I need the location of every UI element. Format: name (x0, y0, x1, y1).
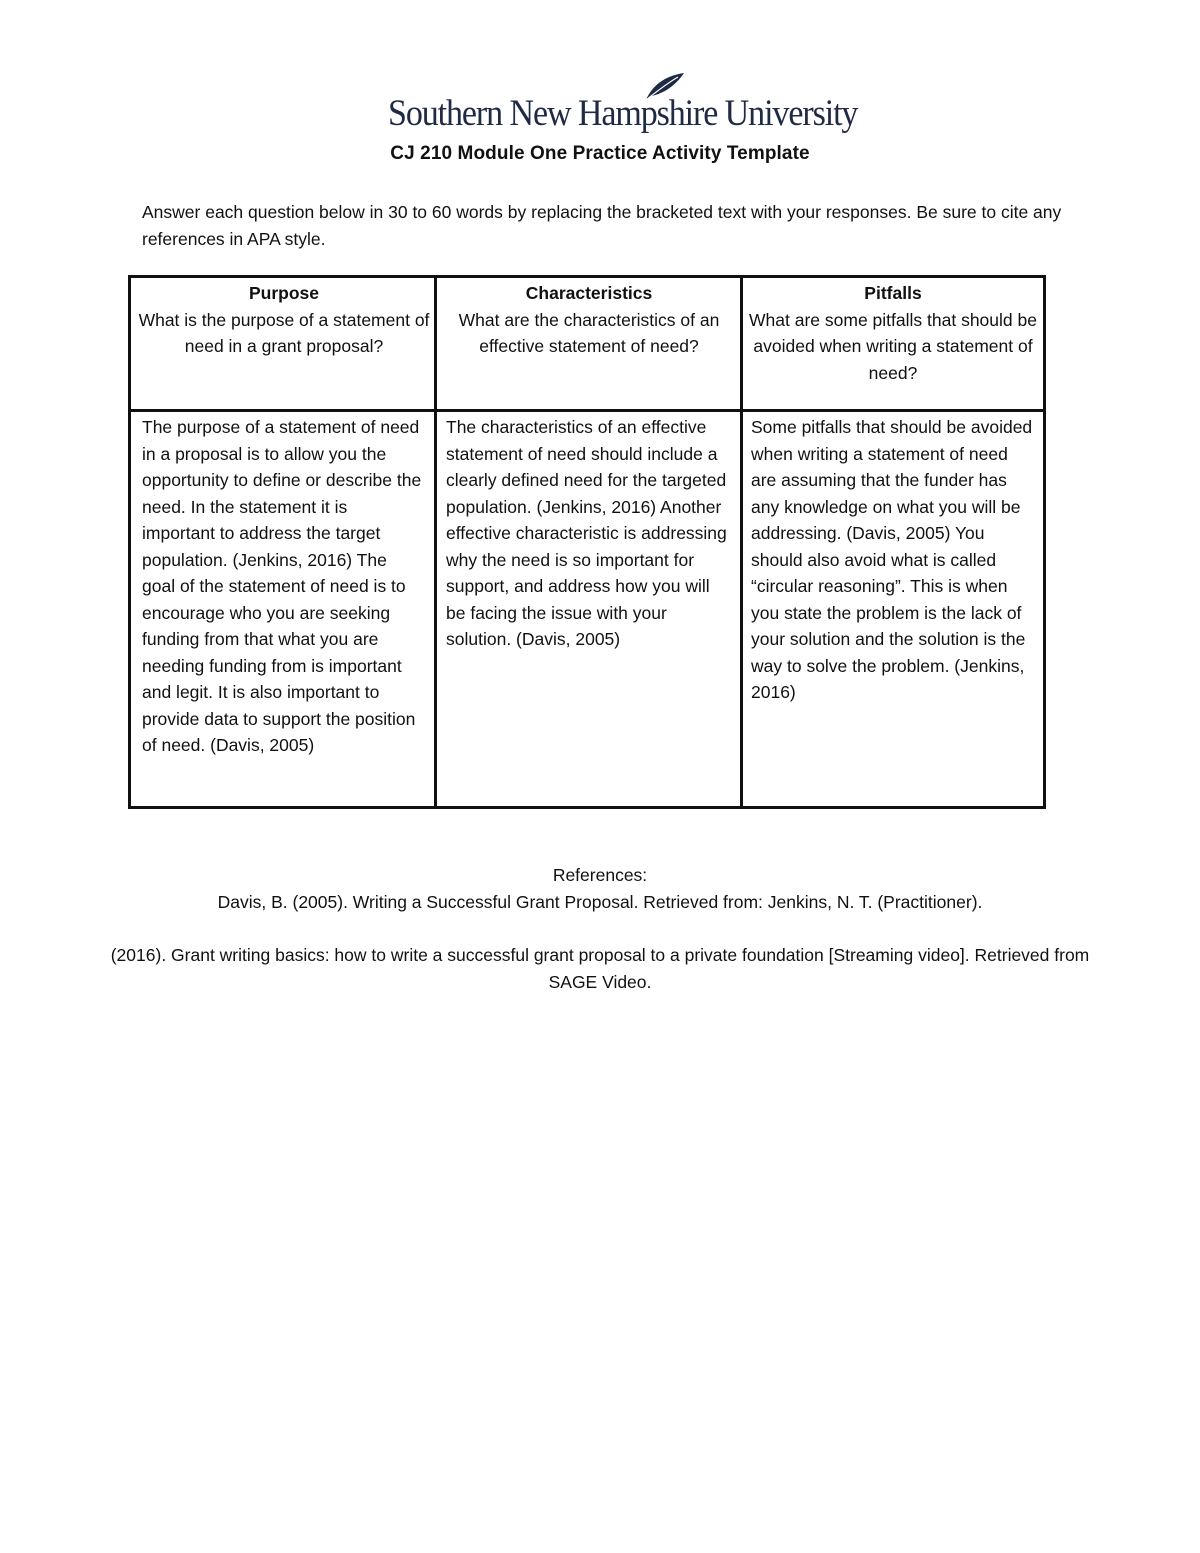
university-name: Southern New Hampshire University (388, 93, 858, 134)
university-logo (388, 72, 858, 136)
answer-cell-purpose[interactable]: The purpose of a statement of need in a proposal is to allow you the opportunity to define or describe the need. In the statement it is important to address the target population. (Jenkins, 2016) The goal of the statement of need is to encourage who you are seeking funding from that what you are needing funding from is important and legit. It is also important to provide data to support the position of need. (Davis, 2005) (142, 417, 422, 755)
header-cell-pitfalls (747, 280, 1039, 386)
column-title-purpose: Purpose (248, 283, 320, 303)
column-title-pitfalls: Pitfalls (864, 283, 922, 303)
answer-cell-pitfalls[interactable]: Some pitfalls that should be avoided when writing a statement of need are assuming that the funder has any knowledge on what you will be addressing. (Davis, 2005) You should also avoid what is called “circular reasoning”. This is when you state the problem is the lack of your solution and the solution is the way to solve the problem. (Jenkins, 2016) (751, 417, 1033, 702)
activity-table (128, 275, 1046, 809)
header-cell-purpose (137, 280, 431, 360)
column-divider (434, 278, 437, 806)
references-heading: References: (552, 865, 648, 885)
instructions-text: Answer each question below in 30 to 60 words by replacing the bracketed text with your responses. Be sure to cite any references in APA style. (142, 202, 1062, 249)
column-question-purpose: What is the purpose of a statement of need in a grant proposal? (138, 309, 430, 356)
column-title-characteristics: Characteristics (525, 283, 653, 303)
answer-cell-characteristics[interactable]: The characteristics of an effective statement of need should include a clearly defined need for the targeted population. (Jenkins, 2016) Another effective characteristic is addressing why the need is so important for support, and address how you will be facing the issue with your solution. (Davis, 2005) (446, 417, 727, 649)
reference-entry: (2016). Grant writing basics: how to write a successful grant proposal to a private foundation [Streaming video]. Retrieved from SAGE Video. (110, 945, 1090, 992)
row-divider (131, 409, 1043, 412)
reference-entry: Davis, B. (2005). Writing a Successful Grant Proposal. Retrieved from: Jenkins, N. T. (Practitioner). (217, 892, 983, 912)
column-question-pitfalls: What are some pitfalls that should be avoided when writing a statement of need? (749, 309, 1037, 383)
column-question-characteristics: What are the characteristics of an effective statement of need? (458, 309, 720, 356)
column-divider (740, 278, 743, 806)
header-cell-characteristics (441, 280, 737, 360)
document-title: CJ 210 Module One Practice Activity Template (390, 143, 810, 164)
